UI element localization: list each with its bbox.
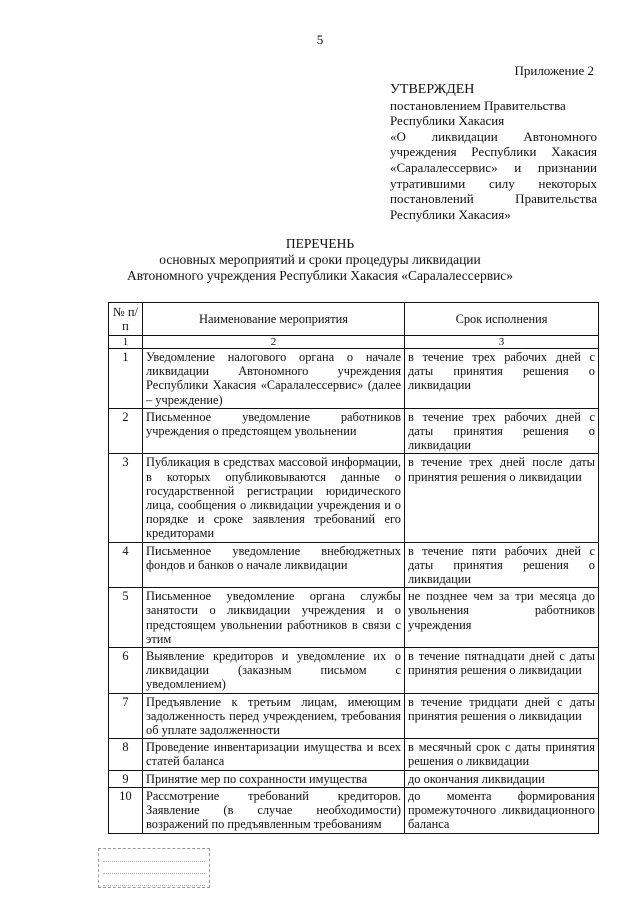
title-main: ПЕРЕЧЕНЬ <box>285 236 355 251</box>
table-row <box>109 454 599 542</box>
approval-line: «О ликвидации Автономного <box>390 128 597 144</box>
table-header-row <box>109 303 599 336</box>
document-title <box>0 236 640 284</box>
approval-heading: УТВЕРЖДЕН <box>390 82 475 97</box>
table-row <box>109 408 599 454</box>
title-line: основных мероприятий и сроки процедуры ликвидации <box>159 252 481 267</box>
approval-line: постановлением Правительства <box>390 97 566 113</box>
row-activity: Уведомление налогового органа о начале ликвидации Автономного учреждения Республики Хакасия «Саралалессервис» (далее – учреждение) <box>143 349 405 409</box>
row-deadline: в течение трех рабочих дней с даты принятия решения о ликвидации <box>405 408 599 454</box>
row-deadline: в течение трех рабочих дней с даты принятия решения о ликвидации <box>405 349 599 409</box>
approval-line: «Саралалессервис» и признании <box>390 159 597 175</box>
row-activity: Письменное уведомление внебюджетных фондов и банков о начале ликвидации <box>143 542 405 588</box>
row-deadline: в течение пятнадцати дней с даты принятия решения о ликвидации <box>405 648 599 694</box>
row-activity: Проведение инвентаризации имущества и всех статей баланса <box>143 739 405 770</box>
index-cell: 1 <box>109 336 143 349</box>
row-activity: Принятие мер по сохранности имущества <box>143 770 405 787</box>
row-number: 5 <box>109 588 143 648</box>
row-number: 3 <box>109 454 143 542</box>
row-deadline: в течение пяти рабочих дней с даты принятия решения о ликвидации <box>405 542 599 588</box>
table-row <box>109 693 599 739</box>
row-number: 2 <box>109 408 143 454</box>
header-name: Наименование мероприятия <box>143 303 405 336</box>
header-num: № п/п <box>109 303 143 336</box>
table-row <box>109 349 599 409</box>
table-row <box>109 739 599 770</box>
row-deadline: до момента формирования промежуточного ликвидационного баланса <box>405 787 599 833</box>
table-index-row <box>109 336 599 349</box>
row-activity: Письменное уведомление работников учреждения о предстоящем увольнении <box>143 408 405 454</box>
row-number: 7 <box>109 693 143 739</box>
row-activity: Письменное уведомление органа службы занятости о ликвидации учреждения и о предстоящем увольнении работников в связи с этим <box>143 588 405 648</box>
index-cell: 2 <box>143 336 405 349</box>
registration-stamp <box>98 848 210 888</box>
table-row <box>109 787 599 833</box>
row-number: 8 <box>109 739 143 770</box>
row-activity: Публикация в средствах массовой информации, в которых опубликовываются данные о государственной регистрации юридического лица, сообщения о ликвидации учреждения и о порядке и сроке заявления требований его кредиторами <box>143 454 405 542</box>
title-line: Автономного учреждения Республики Хакасия «Саралалессервис» <box>126 268 514 283</box>
activities-table <box>108 302 599 834</box>
table-row <box>109 588 599 648</box>
table-row <box>109 542 599 588</box>
row-deadline: до окончания ликвидации <box>405 770 599 787</box>
appendix-label: Приложение 2 <box>514 63 594 78</box>
row-activity: Рассмотрение требований кредиторов. Заявление (в случае необходимости) возражений по предъявленным требованиям <box>143 787 405 833</box>
approval-line: постановлений Правительства <box>390 191 597 207</box>
row-activity: Предъявление к третьим лицам, имеющим задолженность перед учреждением, требования об уплате задолженности <box>143 693 405 739</box>
row-deadline: в течение тридцати дней с даты принятия решения о ликвидации <box>405 693 599 739</box>
approval-block <box>390 82 597 222</box>
approval-line: Республики Хакасия» <box>390 206 511 222</box>
index-cell: 3 <box>405 336 599 349</box>
row-deadline: не позднее чем за три месяца до увольнения работников учреждения <box>405 588 599 648</box>
table-row <box>109 648 599 694</box>
row-deadline: в месячный срок с даты принятия решения о ликвидации <box>405 739 599 770</box>
approval-line: утратившими силу некоторых <box>390 175 597 191</box>
row-deadline: в течение трех дней после даты принятия решения о ликвидации <box>405 454 599 542</box>
row-number: 4 <box>109 542 143 588</box>
row-number: 9 <box>109 770 143 787</box>
row-activity: Выявление кредиторов и уведомление их о ликвидации (заказным письмом с уведомлением) <box>143 648 405 694</box>
table-row <box>109 770 599 787</box>
row-number: 10 <box>109 787 143 833</box>
approval-line: учреждения Республики Хакасия <box>390 144 597 160</box>
header-term: Срок исполнения <box>405 303 599 336</box>
approval-line: Республики Хакасия <box>390 113 505 129</box>
row-number: 1 <box>109 349 143 409</box>
row-number: 6 <box>109 648 143 694</box>
page-number: 5 <box>316 32 324 47</box>
